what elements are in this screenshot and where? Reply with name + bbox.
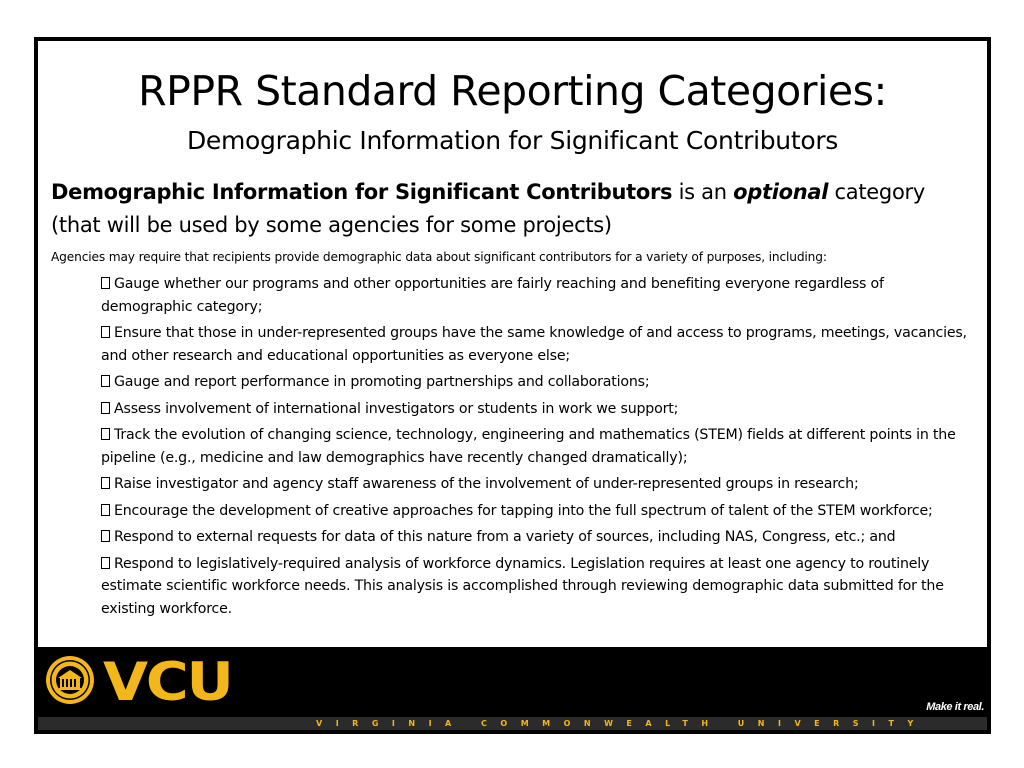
list-item (101, 473, 971, 496)
list-item-text: Encourage the development of creative approaches for tapping into the full spectrum of talent of the STEM workforce; (114, 502, 933, 519)
list-item (101, 322, 971, 367)
list-item (101, 500, 971, 523)
lead-italic-text: optional (733, 180, 829, 204)
missing-glyph-box-icon (101, 477, 110, 489)
lead-middle-text: is an (672, 180, 734, 204)
list-item-text: Gauge whether our programs and other opportunities are fairly reaching and benefiting everyone regardless of demographic category; (101, 276, 884, 315)
missing-glyph-box-icon (101, 402, 110, 414)
missing-glyph-box-icon (101, 375, 110, 387)
missing-glyph-box-icon (101, 428, 110, 440)
slide-subtitle: Demographic Information for Significant Contributors (186, 126, 839, 155)
missing-glyph-box-icon (101, 277, 110, 289)
list-item-text: Respond to external requests for data of this nature from a variety of sources, including NAS, Congress, etc.; and (114, 529, 896, 545)
missing-glyph-box-icon (101, 530, 110, 542)
missing-glyph-box-icon (101, 326, 110, 338)
missing-glyph-box-icon (101, 557, 110, 569)
list-item (101, 273, 971, 318)
list-item-text: Ensure that those in under-represented groups have the same knowledge of and access to programs, meetings, vacancies, and other research and educational opportunities as everyone else; (101, 325, 967, 364)
list-item (101, 526, 971, 549)
vcu-logo: VCU (103, 652, 232, 713)
list-item-text: Gauge and report performance in promoting partnerships and collaborations; (114, 374, 650, 390)
tagline: Make it real. (926, 701, 984, 713)
missing-glyph-box-icon (101, 504, 110, 516)
list-item-text: Assess involvement of international investigators or students in work we support; (114, 400, 679, 417)
bullet-list (101, 273, 971, 624)
lead-bold-text: Demographic Information for Significant Contributors (51, 180, 673, 204)
list-item-text: Track the evolution of changing science, technology, engineering and mathematics (STEM) fields at different points in the pipeline (e.g., medicine and law demographics have recently changed dramatically); (101, 427, 956, 466)
list-item (101, 424, 971, 469)
list-item (101, 553, 971, 621)
list-item (101, 371, 971, 394)
lead-end-text: category (that will be used by some agencies for some projects) (51, 180, 925, 237)
list-item-text: Raise investigator and agency staff awareness of the involvement of under-represented groups in research; (114, 476, 859, 492)
university-seal-icon (45, 655, 95, 705)
footer-banner (38, 649, 987, 730)
university-name-band (38, 717, 987, 730)
list-item (101, 398, 971, 421)
slide-title: RPPR Standard Reporting Categories: (138, 67, 887, 115)
list-item-text: Respond to legislatively-required analysis of workforce dynamics. Legislation requires at least one agency to routinely estimate scientific workforce needs. This analysis is accomplished through reviewing demographic data submitted for the existing workforce. (101, 555, 944, 617)
lead-paragraph (51, 176, 971, 242)
intro-text: Agencies may require that recipients provide demographic data about significant contributors for a variety of purposes, including: (51, 250, 827, 264)
slide-content (38, 41, 987, 647)
university-name: VIRGINIA COMMONWEALTH UNIVERSITY (316, 719, 927, 728)
